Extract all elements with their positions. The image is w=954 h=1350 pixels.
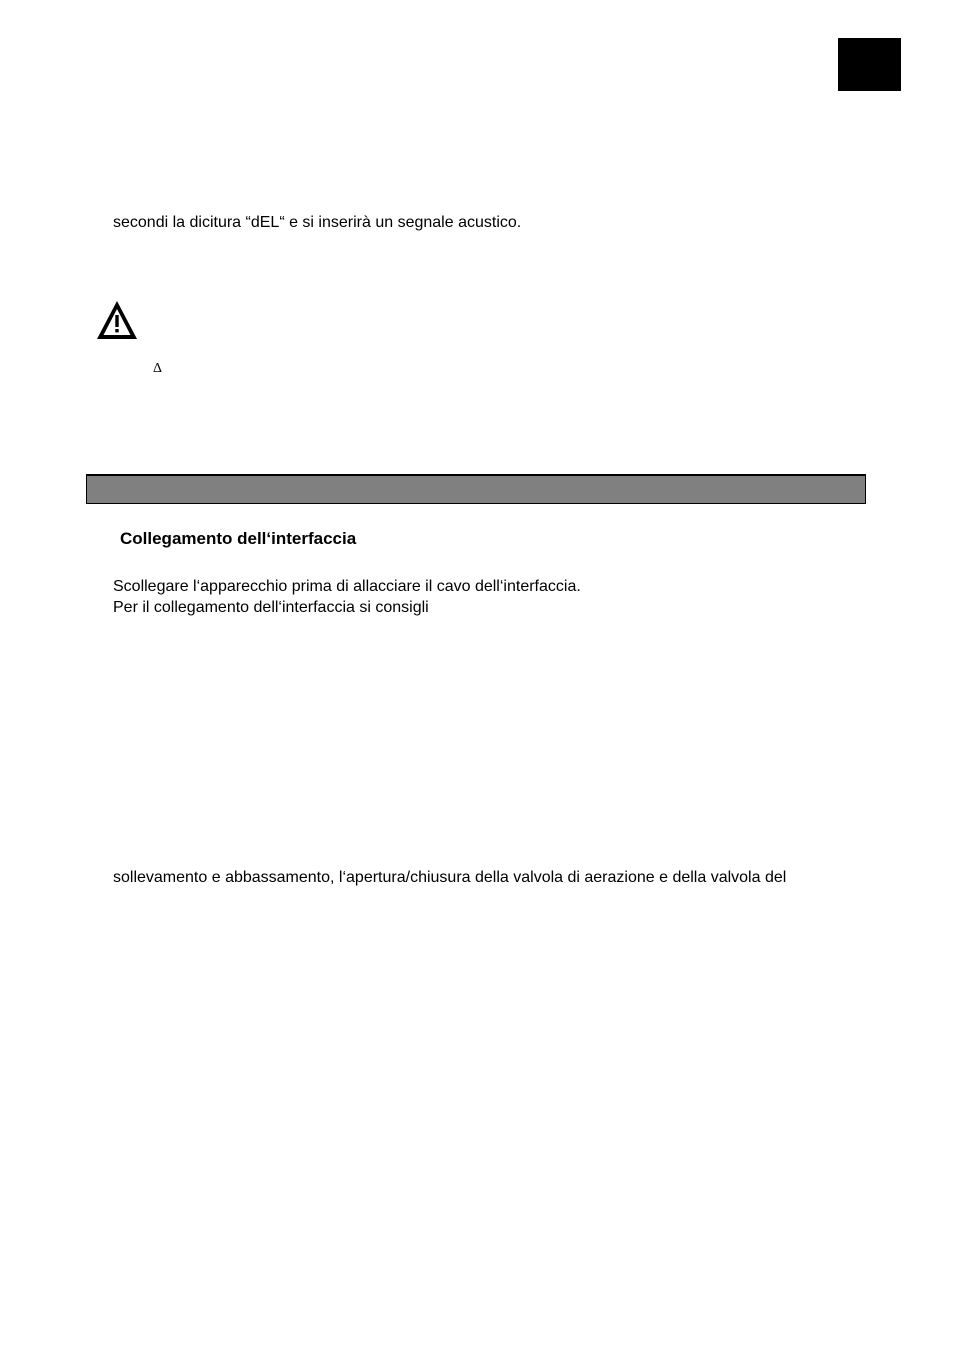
delta-symbol: Δ (153, 361, 163, 376)
valve-operations-text: sollevamento e abbassamento, l‘apertura/chiusura della valvola di aerazione e della valvola del (113, 869, 787, 886)
disconnect-instruction-text: Scollegare l‘apparecchio prima di allacciare il cavo dell‘interfaccia. (113, 578, 581, 595)
section-header-bar (86, 474, 866, 504)
section-heading: Collegamento dell‘interfaccia (120, 529, 357, 548)
del-notice-text: secondi la dicitura “dEL“ e si inserirà un segnale acustico. (113, 214, 522, 231)
interface-advice-text: Per il collegamento dell‘interfaccia si consigli (113, 599, 429, 616)
warning-triangle-icon (95, 299, 139, 341)
page-corner-tab (838, 38, 901, 91)
